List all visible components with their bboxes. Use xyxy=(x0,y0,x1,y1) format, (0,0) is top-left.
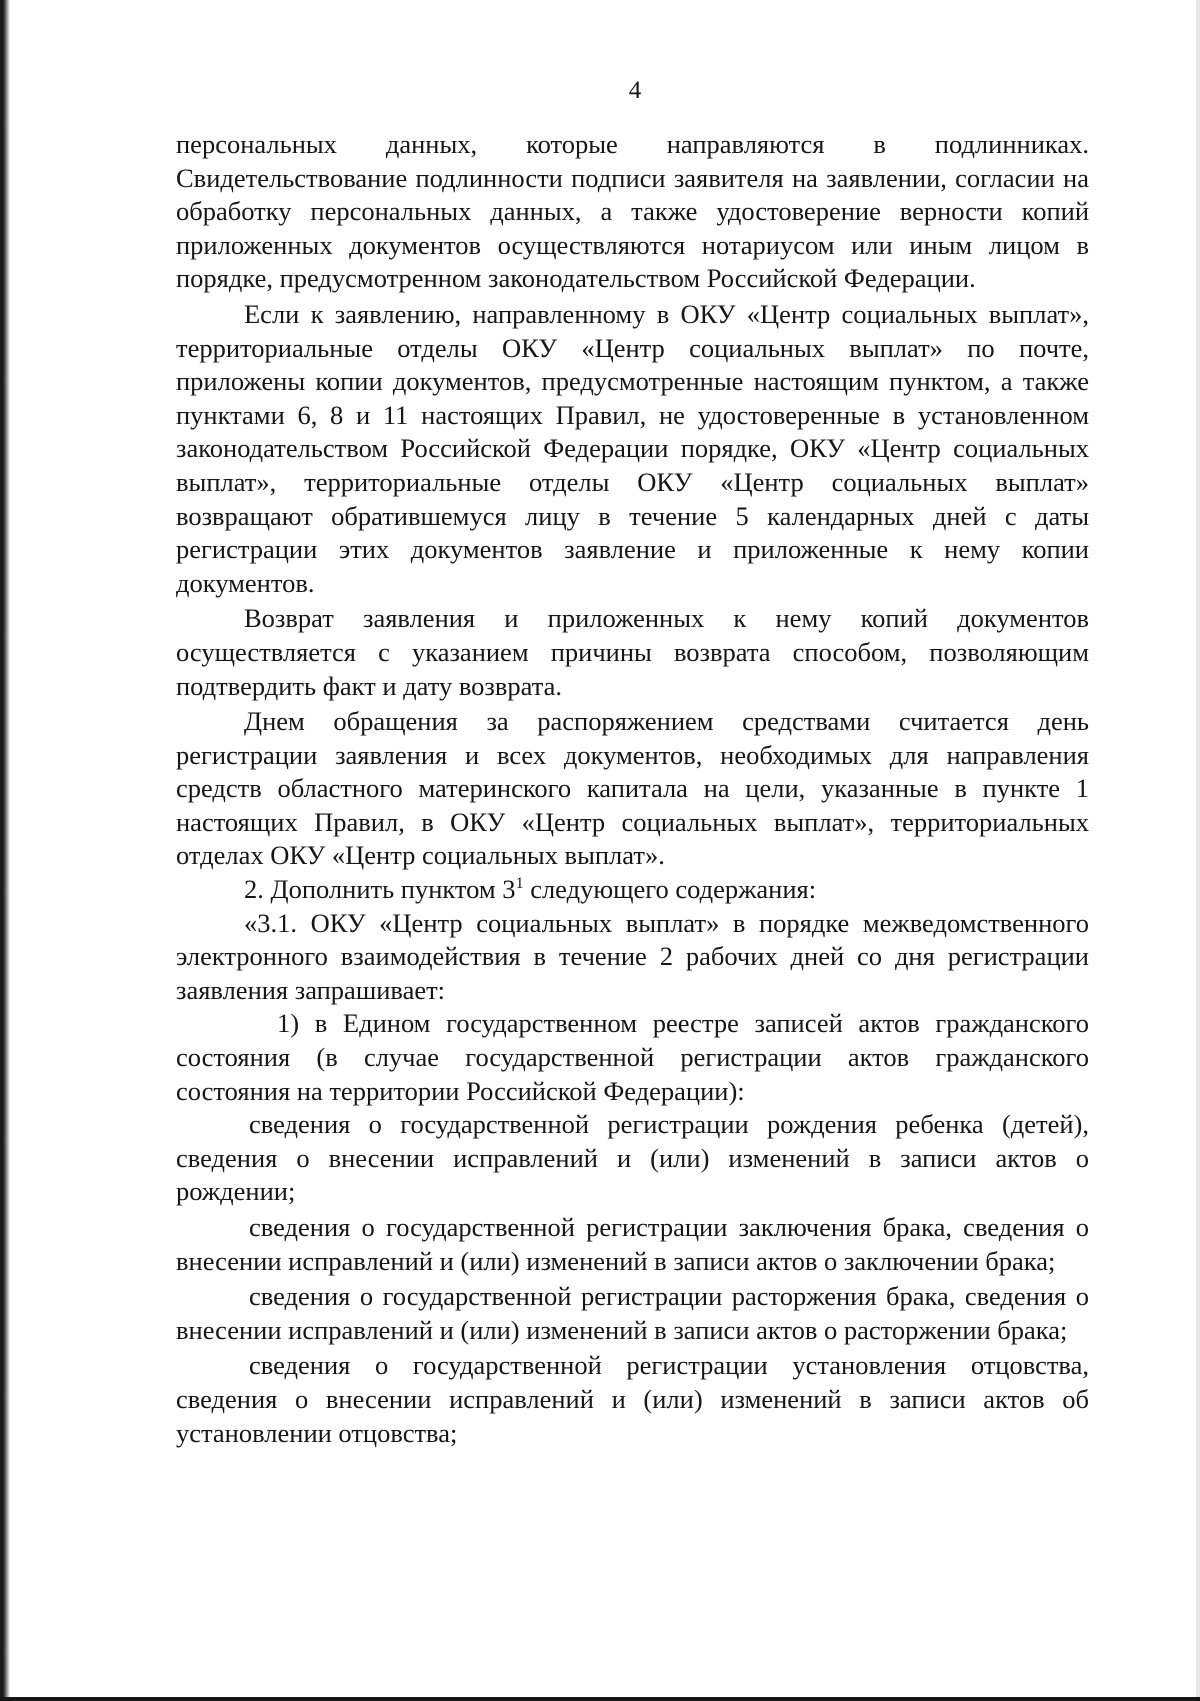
paragraph-amendment xyxy=(176,873,1089,907)
list-item-marriage-registration: сведения о государственной регистрации заключения брака, сведения о внесении исправлений и (или) изменений в записи актов о заключении брака; xyxy=(176,1212,1089,1276)
page-number: 4 xyxy=(628,77,642,104)
list-item-birth-registration: сведения о государственной регистрации рождения ребенка (детей), сведения о внесении исправлений и (или) изменений в записи актов о рождении; xyxy=(176,1109,1089,1207)
scan-right-border xyxy=(1196,0,1200,1701)
paragraph-application-day: Днем обращения за распоряжением средствами считается день регистрации заявления и всех документов, необходимых для направления средств областного материнского капитала на цели, указанные в пункте 1 настоящих Правил, в ОКУ «Центр социальных выплат», территориальных отделах ОКУ «Центр социальных выплат». xyxy=(176,706,1089,871)
scan-left-border xyxy=(0,0,10,1701)
paragraph-registry-request: 1) в Едином государственном реестре записей актов гражданского состояния (в случае государственной регистрации актов гражданского состояния на территории Российской Федерации): xyxy=(176,1008,1089,1106)
list-item-divorce-registration: сведения о государственной регистрации расторжения брака, сведения о внесении исправлений и (или) изменений в записи актов о расторжении брака; xyxy=(176,1281,1089,1345)
amendment-text-after: следующего содержания: xyxy=(523,874,817,905)
amendment-superscript: 1 xyxy=(515,875,524,893)
paragraph-personal-data: персональных данных, которые направляются в подлинниках. Свидетельствование подлинности подписи заявителя на заявлении, согласии на обработку персональных данных, а также удостоверение верности копий приложенных документов осуществляются нотариусом или иным лицом в порядке, предусмотренном законодательством Российской Федерации. xyxy=(176,129,1089,294)
paragraph-clause-3-1: «3.1. ОКУ «Центр социальных выплат» в порядке межведомственного электронного взаимодействия в течение 2 рабочих дней со дня регистрации заявления запрашивает: xyxy=(176,907,1089,1005)
paragraph-copies-return: Если к заявлению, направленному в ОКУ «Центр социальных выплат», территориальные отделы ОКУ «Центр социальных выплат» по почте, приложены копии документов, предусмотренные настоящим пунктом, а также пунктами 6, 8 и 11 настоящих Правил, не удостоверенные в установленном законодательством Российской Федерации порядке, ОКУ «Центр социальных выплат», территориальные отделы ОКУ «Центр социальных выплат» возвращают обратившемуся лицу в течение 5 календарных дней с даты регистрации этих документов заявление и приложенные к нему копии документов. xyxy=(176,298,1089,598)
paragraph-return-method: Возврат заявления и приложенных к нему копий документов осуществляется с указанием причины возврата способом, позволяющим подтвердить факт и дату возврата. xyxy=(176,603,1089,701)
scan-bottom-border xyxy=(0,1697,1200,1701)
amendment-text-before: 2. Дополнить пунктом 3 xyxy=(244,874,516,905)
document-body xyxy=(176,128,1089,1450)
list-item-paternity-registration: сведения о государственной регистрации установления отцовства, сведения о внесении исправлений и (или) изменений в записи актов об установлении отцовства; xyxy=(176,1350,1089,1448)
